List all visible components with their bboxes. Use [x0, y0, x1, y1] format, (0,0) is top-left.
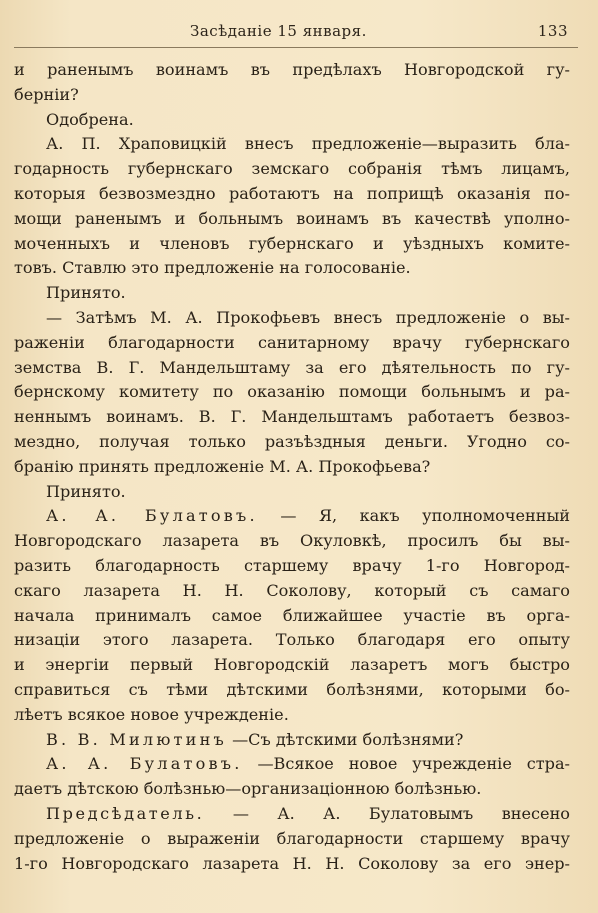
- body-text: [14, 58, 570, 876]
- text-line: 1-го Новгородскаго лазарета Н. Н. Соколову за его энер-: [14, 853, 570, 873]
- speaker-name: А. А. Булатовъ.: [46, 506, 258, 526]
- text-line: — Затѣмъ М. А. Прокофьевъ внесъ предложеніе о вы-: [46, 307, 570, 327]
- text-line: предложеніе о выраженіи благодарности старшему врачу: [14, 828, 570, 848]
- speech-text: —Всякое новое учрежденіе стра-: [257, 754, 570, 774]
- text-line: лѣетъ всякое новое учрежденіе.: [14, 704, 289, 724]
- text-line: Одобрена.: [46, 109, 134, 129]
- text-line: неннымъ воинамъ. В. Г. Мандельштамъ работаетъ безвоз-: [14, 407, 570, 427]
- text-line: мездно, получая только разъѣздныя деньги. Угодно со-: [14, 431, 570, 451]
- text-line: даетъ дѣтскою болѣзнью—организаціонною болѣзнью.: [14, 779, 482, 799]
- speech-text: — А. А. Булатовымъ внесено: [232, 803, 570, 823]
- text-line: [14, 802, 570, 827]
- text-line: Принято.: [46, 283, 126, 303]
- text-line: годарность губернскаго земскаго собранія тѣмъ лицамъ,: [14, 159, 570, 179]
- text-line: бранію принять предложеніе М. А. Прокофьева?: [14, 456, 431, 476]
- speech-text: — Я, какъ уполномоченный: [280, 506, 570, 526]
- text-line: бернскому комитету по оказанію помощи больнымъ и ра-: [14, 382, 570, 402]
- page-number: 133: [537, 22, 568, 40]
- header-rule: [14, 47, 578, 48]
- text-line: [14, 752, 570, 777]
- text-line: скаго лазарета Н. Н. Соколову, который съ самаго: [14, 580, 570, 600]
- text-line: раженіи благодарности санитарному врачу губернскаго: [14, 332, 570, 352]
- speaker-name: В. В. Милютинъ: [46, 729, 227, 749]
- text-line: начала принималъ самое ближайшее участіе въ орга-: [14, 605, 570, 625]
- speaker-name: А. А. Булатовъ.: [46, 754, 243, 774]
- running-header: [14, 18, 574, 44]
- text-line: разить благодарность старшему врачу 1-го Новгород-: [14, 555, 570, 575]
- speaker-name: Предсѣдатель.: [46, 803, 205, 823]
- text-line: А. П. Храповицкій внесъ предложеніе—выразить бла-: [46, 134, 570, 154]
- text-line: товъ. Ставлю это предложеніе на голосованіе.: [14, 258, 411, 278]
- text-line: и энергіи первый Новгородскій лазаретъ могъ быстро: [14, 655, 570, 675]
- running-title: Засѣданіе 15 января.: [190, 22, 367, 40]
- text-line: низаціи этого лазарета. Только благодаря его опыту: [14, 630, 570, 650]
- text-line: Новгородскаго лазарета въ Окуловкѣ, просилъ бы вы-: [14, 531, 570, 551]
- text-line: и раненымъ воинамъ въ предѣлахъ Новгородской гу-: [14, 60, 570, 79]
- text-line: [14, 728, 570, 753]
- text-line: Принято.: [46, 481, 126, 501]
- text-line: которыя безвозмездно работаютъ на поприщѣ оказанія по-: [14, 183, 570, 203]
- text-line: моченныхъ и членовъ губернскаго и уѣздныхъ комите-: [14, 233, 570, 253]
- speech-text: —Съ дѣтскими болѣзнями?: [232, 729, 464, 749]
- text-line: мощи раненымъ и больнымъ воинамъ въ качествѣ уполно-: [14, 208, 570, 228]
- text-line: [14, 504, 570, 529]
- text-line: земства В. Г. Мандельштаму за его дѣятельность по гу-: [14, 357, 570, 377]
- text-line: берніи?: [14, 84, 79, 104]
- text-line: справиться съ тѣми дѣтскими болѣзнями, которыми бо-: [14, 679, 570, 699]
